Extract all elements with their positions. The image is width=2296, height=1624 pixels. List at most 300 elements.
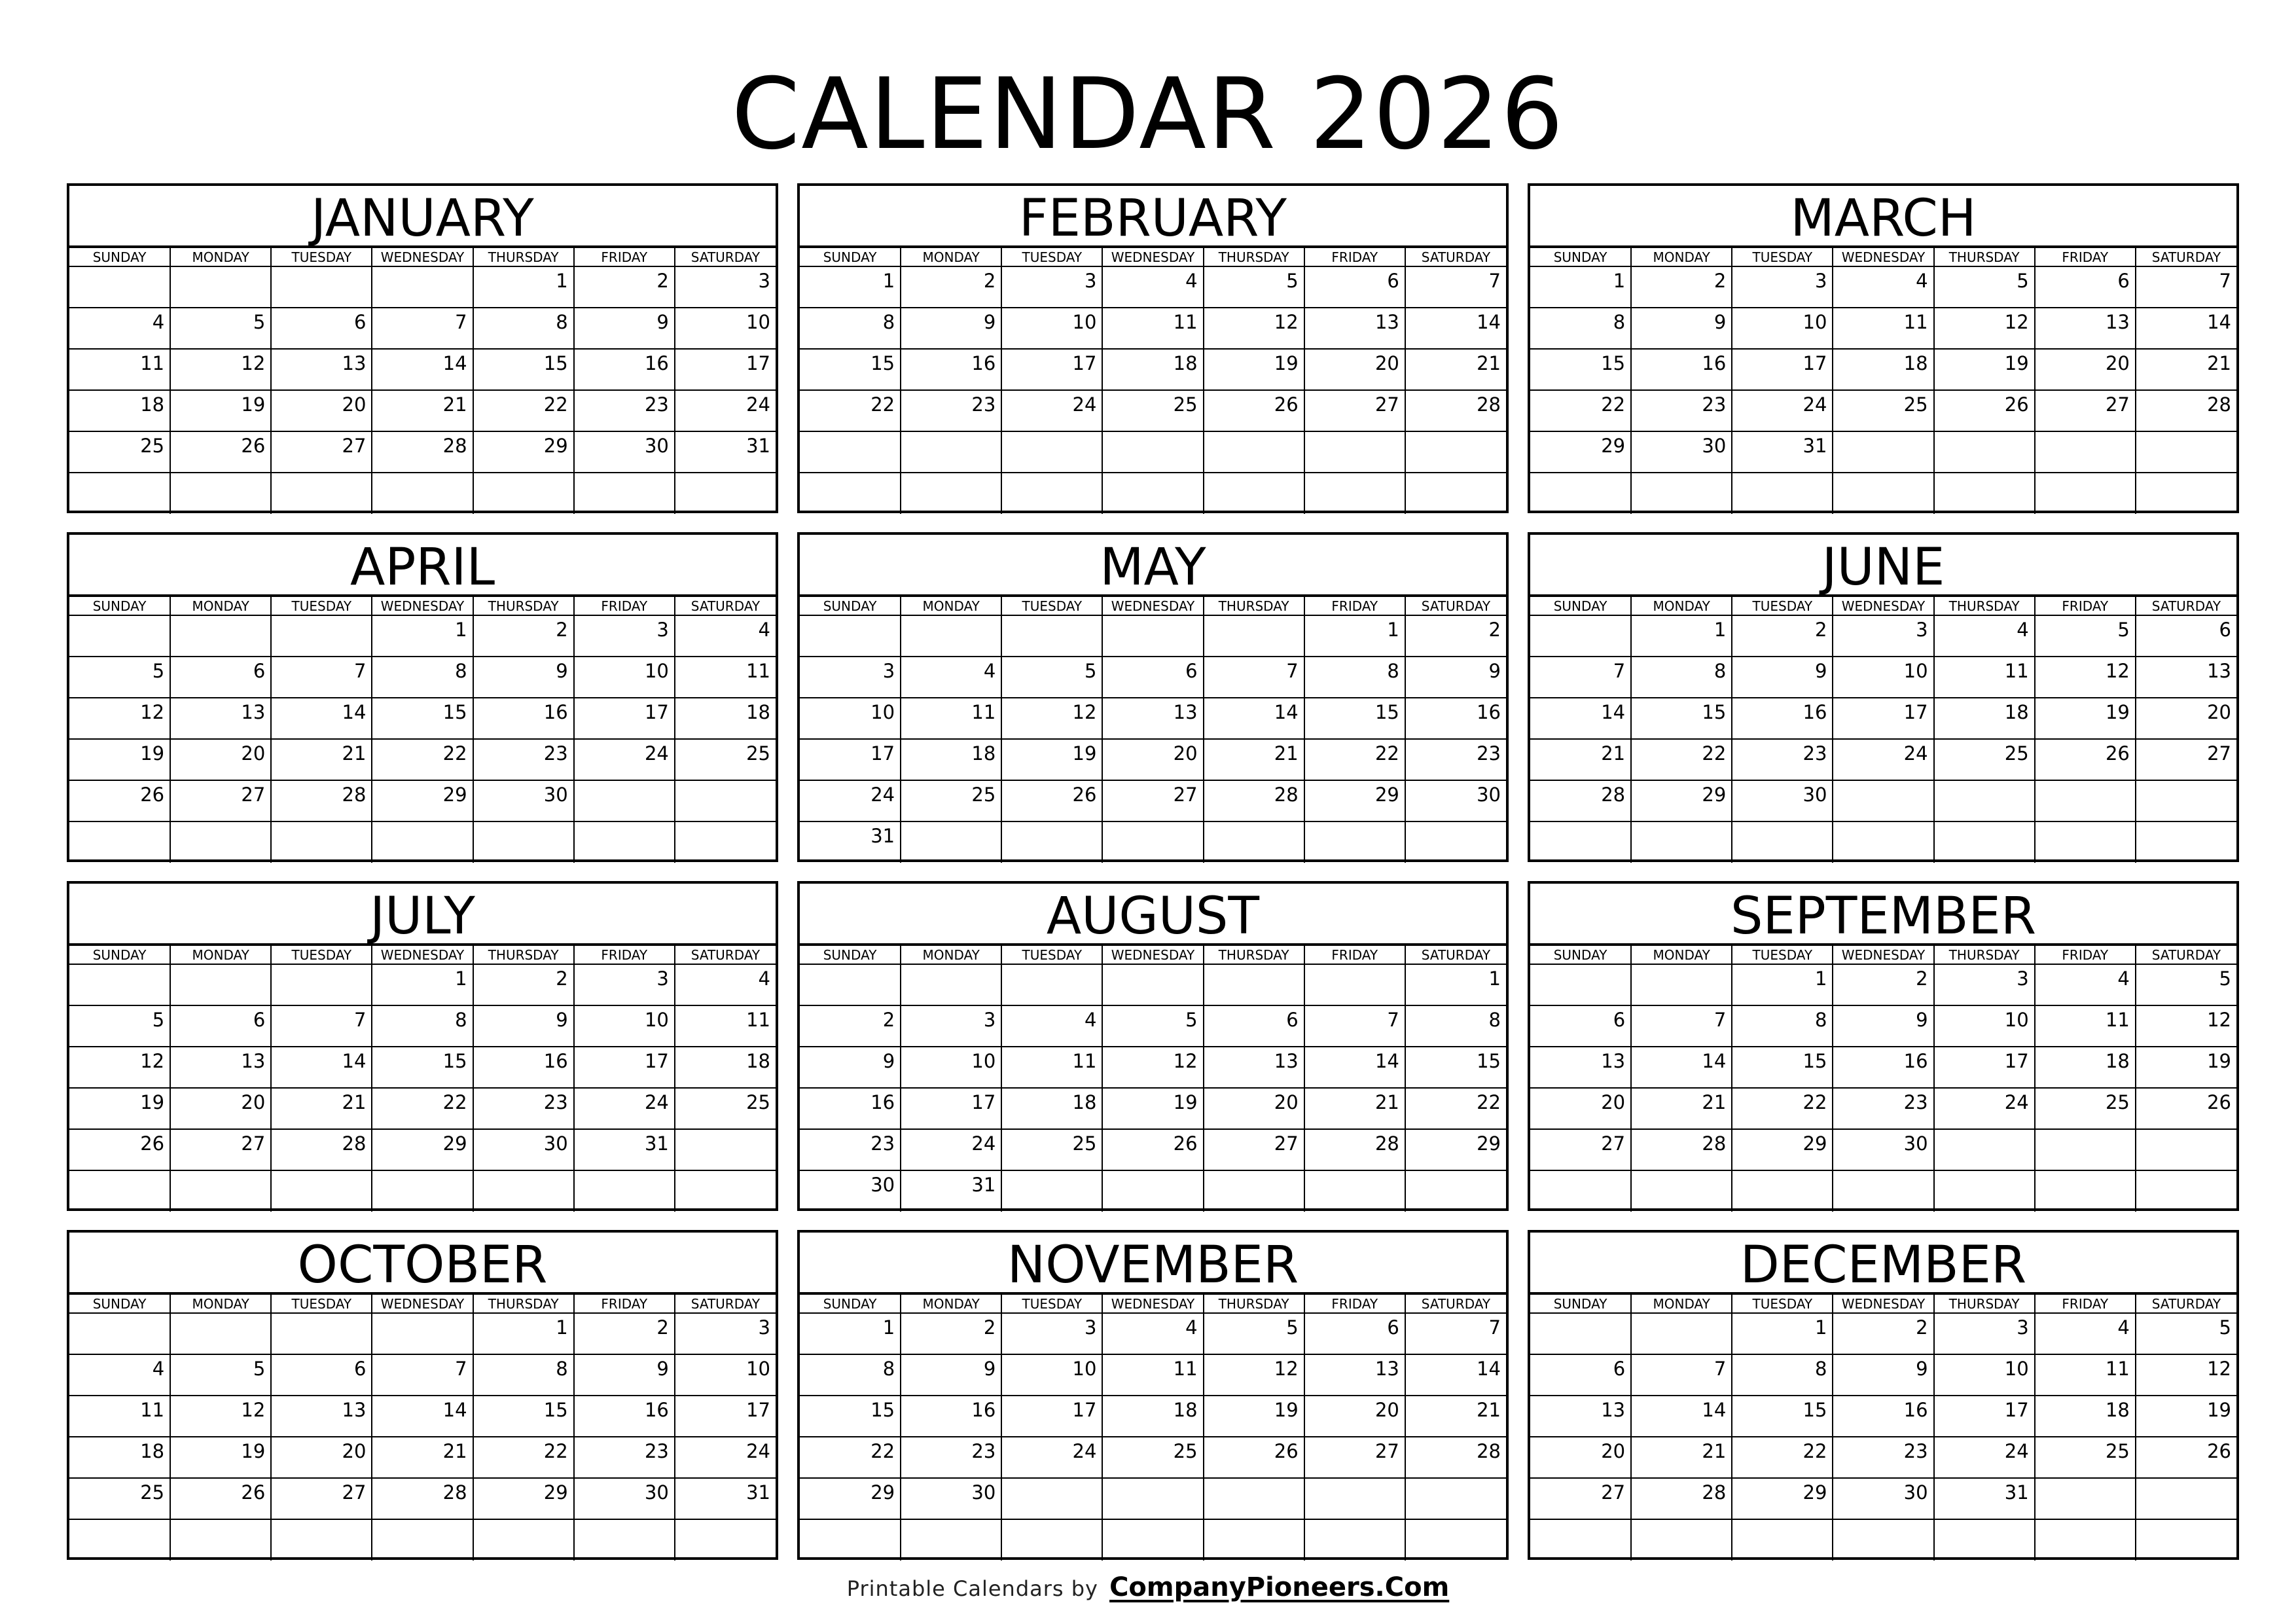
weekday-header: TUESDAY [1001,945,1102,964]
day-cell: 18 [69,390,170,431]
month-name: JANUARY [311,189,534,245]
day-cell: 7 [1631,1354,1732,1396]
week-row [69,739,776,780]
day-cell: 30 [473,780,574,821]
day-cell: 4 [69,1354,170,1396]
day-cell: 27 [170,780,271,821]
weekday-header: MONDAY [1631,596,1732,615]
day-cell: 6 [1102,657,1203,698]
day-cell: 2 [1833,964,1933,1005]
day-cell: 23 [1732,739,1833,780]
day-cell: 3 [800,657,901,698]
day-cell [170,473,271,514]
weekday-header: TUESDAY [1001,1293,1102,1313]
day-cell [2035,1478,2136,1519]
day-cell: 29 [372,1129,473,1170]
day-cell: 24 [800,780,901,821]
weekday-header: SUNDAY [800,945,901,964]
day-cell: 18 [1001,1088,1102,1129]
day-cell: 29 [473,431,574,473]
day-cell: 23 [901,390,1001,431]
day-cell: 18 [1934,698,2035,739]
day-cell [1631,473,1732,514]
weekday-header: MONDAY [1631,945,1732,964]
day-cell: 11 [1833,308,1933,349]
day-cell: 26 [170,1478,271,1519]
day-cell: 1 [1732,1313,1833,1354]
day-cell: 12 [2136,1005,2236,1047]
weekday-header: FRIDAY [574,945,675,964]
weekday-header: SUNDAY [69,1293,170,1313]
day-cell [1934,473,2035,514]
weekday-header: TUESDAY [271,596,372,615]
day-cell: 19 [2136,1047,2236,1088]
weekday-header: FRIDAY [574,247,675,266]
day-cell: 26 [2136,1088,2236,1129]
month-february [797,183,1509,513]
day-cell: 31 [901,1170,1001,1212]
day-cell: 15 [1732,1396,1833,1437]
month-table [69,1292,776,1561]
day-cell [2035,431,2136,473]
day-cell [1001,615,1102,657]
day-cell: 28 [1631,1129,1732,1170]
day-cell: 4 [2035,1313,2136,1354]
week-row [1530,821,2236,863]
week-row [69,821,776,863]
day-cell: 6 [2136,615,2236,657]
day-cell: 13 [2136,657,2236,698]
weekday-header: THURSDAY [1204,596,1304,615]
day-cell [1833,1170,1933,1212]
day-cell: 17 [1001,349,1102,390]
day-cell: 29 [473,1478,574,1519]
month-name: APRIL [350,538,495,594]
day-cell [1833,473,1933,514]
day-cell [2035,821,2136,863]
day-cell: 3 [1833,615,1933,657]
weekday-header-row [1530,945,2236,964]
day-cell [271,1519,372,1561]
day-cell: 17 [1833,698,1933,739]
day-cell: 18 [675,1047,776,1088]
day-cell [574,821,675,863]
day-cell: 26 [1204,1437,1304,1478]
week-row [800,1129,1506,1170]
weekday-header: SUNDAY [800,247,901,266]
day-cell: 12 [69,1047,170,1088]
day-cell: 30 [1732,780,1833,821]
day-cell: 13 [1304,308,1405,349]
day-cell: 26 [1204,390,1304,431]
week-row [69,1088,776,1129]
weekday-header: SATURDAY [1405,596,1506,615]
day-cell [1304,964,1405,1005]
day-cell [1102,1478,1203,1519]
day-cell: 22 [1304,739,1405,780]
day-cell: 13 [1530,1047,1631,1088]
weekday-header: TUESDAY [1732,247,1833,266]
weekday-header: SATURDAY [675,945,776,964]
day-cell: 13 [1102,698,1203,739]
day-cell: 24 [675,1437,776,1478]
day-cell: 8 [372,657,473,698]
day-cell [2136,780,2236,821]
day-cell: 29 [372,780,473,821]
day-cell: 14 [271,698,372,739]
day-cell: 19 [2035,698,2136,739]
day-cell: 9 [574,1354,675,1396]
weekday-header: TUESDAY [1732,596,1833,615]
day-cell [69,266,170,308]
week-row [1530,1129,2236,1170]
weekday-header: WEDNESDAY [1833,945,1933,964]
week-row [800,615,1506,657]
day-cell [1001,473,1102,514]
day-cell: 22 [1732,1437,1833,1478]
day-cell [1732,1170,1833,1212]
day-cell: 8 [1405,1005,1506,1047]
day-cell [800,964,901,1005]
weekday-header: SUNDAY [1530,945,1631,964]
day-cell: 16 [901,1396,1001,1437]
day-cell [69,1519,170,1561]
week-row [1530,698,2236,739]
week-row [800,1478,1506,1519]
day-cell [170,1313,271,1354]
day-cell: 25 [69,1478,170,1519]
day-cell [1204,1519,1304,1561]
calendar-title: CALENDAR 2026 [731,58,1565,171]
month-table [69,594,776,863]
weekday-header: SATURDAY [675,1293,776,1313]
weekday-header: WEDNESDAY [1833,596,1933,615]
weekday-header: WEDNESDAY [372,1293,473,1313]
day-cell: 28 [2136,390,2236,431]
weekday-header: WEDNESDAY [1102,945,1203,964]
weekday-header: TUESDAY [271,1293,372,1313]
day-cell [271,1313,372,1354]
month-september [1528,881,2239,1211]
week-row [69,1313,776,1354]
day-cell [1934,1129,2035,1170]
day-cell: 24 [1934,1088,2035,1129]
day-cell: 4 [901,657,1001,698]
day-cell [1833,780,1933,821]
day-cell: 2 [1732,615,1833,657]
weekday-header: TUESDAY [1001,596,1102,615]
day-cell [473,473,574,514]
weekday-header: THURSDAY [1204,1293,1304,1313]
day-cell: 26 [69,780,170,821]
day-cell: 18 [2035,1047,2136,1088]
day-cell: 13 [2035,308,2136,349]
day-cell [2136,1519,2236,1561]
week-row [800,308,1506,349]
week-row [69,1170,776,1212]
day-cell [1204,1478,1304,1519]
day-cell: 21 [1530,739,1631,780]
day-cell [372,266,473,308]
day-cell [1631,1170,1732,1212]
day-cell: 9 [473,1005,574,1047]
day-cell: 5 [1102,1005,1203,1047]
day-cell: 5 [2035,615,2136,657]
day-cell: 1 [800,266,901,308]
day-cell [1934,1519,2035,1561]
day-cell [69,615,170,657]
day-cell: 27 [1204,1129,1304,1170]
day-cell: 18 [1833,349,1933,390]
month-table [800,1292,1506,1561]
week-row [1530,1088,2236,1129]
day-cell: 24 [1934,1437,2035,1478]
day-cell: 3 [1732,266,1833,308]
day-cell: 29 [1405,1129,1506,1170]
day-cell: 23 [473,739,574,780]
day-cell: 2 [473,964,574,1005]
day-cell: 26 [2035,739,2136,780]
day-cell: 13 [1304,1354,1405,1396]
month-name: NOVEMBER [1007,1236,1299,1292]
week-row [800,964,1506,1005]
day-cell: 20 [2035,349,2136,390]
day-cell: 25 [901,780,1001,821]
day-cell: 18 [1102,1396,1203,1437]
day-cell: 14 [2136,308,2236,349]
day-cell: 7 [372,308,473,349]
day-cell [1204,821,1304,863]
day-cell [1530,1519,1631,1561]
day-cell: 30 [574,431,675,473]
day-cell [473,1519,574,1561]
day-cell [1102,431,1203,473]
weekday-header: TUESDAY [271,945,372,964]
day-cell: 1 [1405,964,1506,1005]
week-row [1530,308,2236,349]
day-cell: 27 [2035,390,2136,431]
day-cell: 22 [372,1088,473,1129]
day-cell: 18 [69,1437,170,1478]
day-cell: 5 [69,1005,170,1047]
day-cell [69,1313,170,1354]
day-cell: 1 [1304,615,1405,657]
day-cell: 16 [800,1088,901,1129]
weekday-header-row [69,945,776,964]
day-cell: 20 [1304,1396,1405,1437]
weekday-header: FRIDAY [2035,945,2136,964]
day-cell: 26 [1934,390,2035,431]
month-table [69,943,776,1212]
day-cell: 4 [69,308,170,349]
weekday-header: THURSDAY [473,945,574,964]
day-cell: 28 [372,1478,473,1519]
day-cell: 7 [1405,1313,1506,1354]
day-cell: 15 [372,1047,473,1088]
day-cell: 10 [675,1354,776,1396]
day-cell [1304,1478,1405,1519]
day-cell [2035,1519,2136,1561]
week-row [800,349,1506,390]
day-cell: 23 [901,1437,1001,1478]
week-row [1530,1519,2236,1561]
day-cell [675,780,776,821]
weekday-header: SATURDAY [675,247,776,266]
weekday-header-row [800,596,1506,615]
week-row [1530,1005,2236,1047]
day-cell: 23 [574,1437,675,1478]
day-cell: 20 [1304,349,1405,390]
weekday-header: FRIDAY [2035,1293,2136,1313]
day-cell: 23 [800,1129,901,1170]
day-cell [1405,1519,1506,1561]
day-cell: 17 [574,1047,675,1088]
footer-brand-link[interactable]: CompanyPioneers.Com [1109,1572,1450,1602]
day-cell: 1 [1530,266,1631,308]
day-cell: 4 [2035,964,2136,1005]
weekday-header: SATURDAY [1405,945,1506,964]
day-cell: 4 [1102,266,1203,308]
day-cell: 11 [1102,1354,1203,1396]
day-cell: 22 [800,390,901,431]
day-cell: 13 [271,1396,372,1437]
day-cell: 20 [2136,698,2236,739]
day-cell: 10 [574,1005,675,1047]
day-cell: 25 [69,431,170,473]
day-cell [1102,821,1203,863]
day-cell: 10 [1732,308,1833,349]
day-cell [1001,1478,1102,1519]
day-cell: 15 [473,1396,574,1437]
day-cell: 27 [271,431,372,473]
day-cell: 22 [1405,1088,1506,1129]
day-cell: 8 [1732,1354,1833,1396]
day-cell: 7 [1304,1005,1405,1047]
day-cell [1204,964,1304,1005]
day-cell: 19 [2136,1396,2236,1437]
day-cell: 6 [1304,266,1405,308]
week-row [800,657,1506,698]
day-cell: 8 [1631,657,1732,698]
week-row [800,431,1506,473]
week-row [69,1519,776,1561]
month-name: SEPTEMBER [1730,887,2037,943]
day-cell: 1 [473,1313,574,1354]
week-row [69,780,776,821]
week-row [69,349,776,390]
day-cell [1405,431,1506,473]
week-row [1530,266,2236,308]
day-cell [2136,1478,2236,1519]
weekday-header: SUNDAY [69,247,170,266]
weekday-header-row [69,1293,776,1313]
day-cell: 13 [1204,1047,1304,1088]
day-cell: 12 [170,1396,271,1437]
day-cell: 20 [1530,1437,1631,1478]
month-grid [67,183,2240,1571]
day-cell: 7 [271,657,372,698]
day-cell: 7 [1204,657,1304,698]
month-august [797,881,1509,1211]
month-july [67,881,778,1211]
day-cell: 26 [2136,1437,2236,1478]
day-cell: 8 [800,1354,901,1396]
day-cell: 30 [1833,1478,1933,1519]
week-row [69,431,776,473]
week-row [69,1005,776,1047]
day-cell: 26 [1102,1129,1203,1170]
day-cell: 1 [372,964,473,1005]
day-cell: 10 [1934,1005,2035,1047]
day-cell: 5 [1001,657,1102,698]
day-cell: 5 [1934,266,2035,308]
day-cell: 13 [271,349,372,390]
week-row [69,308,776,349]
weekday-header: MONDAY [901,945,1001,964]
weekday-header: WEDNESDAY [1102,247,1203,266]
day-cell: 22 [800,1437,901,1478]
weekday-header-row [800,1293,1506,1313]
day-cell: 3 [675,1313,776,1354]
day-cell [1405,821,1506,863]
day-cell: 3 [901,1005,1001,1047]
weekday-header: THURSDAY [1934,1293,2035,1313]
weekday-header: THURSDAY [1934,596,2035,615]
day-cell [1304,473,1405,514]
day-cell: 28 [1304,1129,1405,1170]
day-cell: 8 [1732,1005,1833,1047]
weekday-header: WEDNESDAY [372,596,473,615]
day-cell: 16 [1405,698,1506,739]
week-row [800,821,1506,863]
day-cell: 28 [1405,390,1506,431]
week-row [69,1437,776,1478]
day-cell: 20 [1530,1088,1631,1129]
day-cell: 31 [1934,1478,2035,1519]
week-row [1530,431,2236,473]
day-cell: 3 [675,266,776,308]
day-cell: 10 [800,698,901,739]
day-cell [170,266,271,308]
day-cell: 25 [1001,1129,1102,1170]
day-cell: 31 [800,821,901,863]
day-cell: 9 [1405,657,1506,698]
day-cell: 12 [1934,308,2035,349]
weekday-header: SATURDAY [1405,247,1506,266]
day-cell: 25 [1934,739,2035,780]
week-row [800,390,1506,431]
day-cell [1001,821,1102,863]
day-cell [1204,431,1304,473]
day-cell: 24 [1732,390,1833,431]
month-october [67,1230,778,1560]
day-cell: 19 [1102,1088,1203,1129]
day-cell: 6 [170,1005,271,1047]
weekday-header: WEDNESDAY [1102,596,1203,615]
day-cell: 13 [1530,1396,1631,1437]
day-cell: 18 [2035,1396,2136,1437]
weekday-header: THURSDAY [1204,945,1304,964]
month-name: OCTOBER [297,1236,548,1292]
month-january [67,183,778,513]
day-cell: 27 [271,1478,372,1519]
day-cell [1405,1478,1506,1519]
day-cell: 3 [1001,1313,1102,1354]
day-cell: 9 [1833,1005,1933,1047]
weekday-header-row [1530,1293,2236,1313]
month-name: DECEMBER [1740,1236,2027,1292]
day-cell [675,473,776,514]
